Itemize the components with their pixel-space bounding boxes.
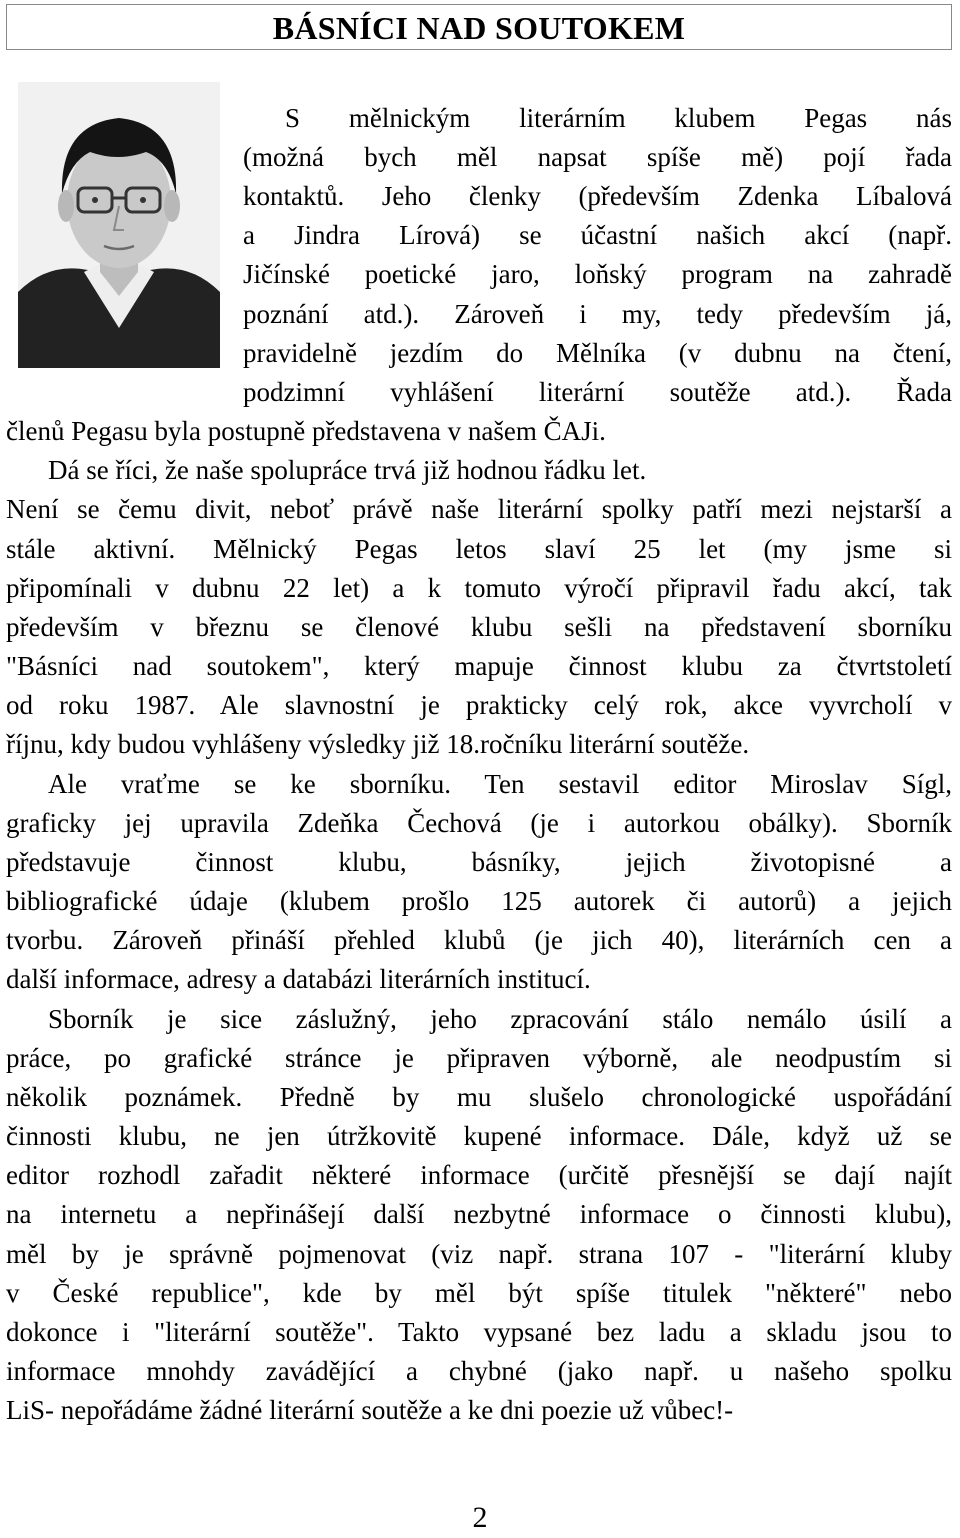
text-line-11: Není se čemu divit, neboť právě naše literární spolky patří mezi nejstarší a	[6, 494, 952, 524]
text-line-33: informace mnohdy zavádějící a chybné (jako např. u našeho spolku	[6, 1356, 952, 1386]
text-line-16: od roku 1987. Ale slavnostní je prakticky celý rok, akce vyvrcholí v	[6, 690, 952, 720]
text-line-1: S mělnickým literárním klubem Pegas nás	[285, 103, 952, 133]
page-number: 2	[472, 1501, 488, 1534]
text-line-12: stále aktivní. Mělnický Pegas letos slaví 25 let (my jsme si	[6, 534, 952, 564]
page-title: BÁSNÍCI NAD SOUTOKEM	[272, 10, 686, 46]
text-line-28: editor rozhodl zařadit některé informace (určitě přesnější se dají najít	[6, 1160, 952, 1190]
text-line-13: připomínali v dubnu 22 let) a k tomuto výročí připravil řadu akcí, tak	[6, 573, 952, 603]
text-line-4: a Jindra Lírová) se účastní našich akcí (např.	[243, 220, 952, 250]
text-line-26: několik poznámek. Předně by mu slušelo chronologické uspořádání	[6, 1082, 952, 1112]
text-line-17: říjnu, kdy budou vyhlášeny výsledky již 18.ročníku literární soutěže.	[6, 729, 750, 759]
title-box	[6, 4, 952, 50]
text-line-7: pravidelně jezdím do Mělníka (v dubnu na čtení,	[243, 338, 952, 368]
text-line-25: práce, po grafické stránce je připraven výborně, ale neodpustím si	[6, 1043, 952, 1073]
text-line-10: Dá se říci, že naše spolupráce trvá již hodnou řádku let.	[48, 455, 647, 485]
text-line-30: měl by je správně pojmenovat (viz např. strana 107 - "literární kluby	[6, 1239, 952, 1269]
text-line-6: poznání atd.). Zároveň i my, tedy především já,	[243, 299, 952, 329]
text-line-32: dokonce i "literární soutěže". Takto vypsané bez ladu a skladu jsou to	[6, 1317, 952, 1347]
text-line-14: především v březnu se členové klubu sešli na představení sborníku	[6, 612, 952, 642]
text-line-21: bibliografické údaje (klubem prošlo 125 autorek či autorů) a jejich	[6, 886, 952, 916]
text-line-34: LiS- nepořádáme žádné literární soutěže a ke dni poezie už vůbec!-	[6, 1395, 734, 1425]
text-line-20: představuje činnost klubu, básníky, jejich životopisné a	[6, 847, 952, 877]
text-line-29: na internetu a nepřinášejí další nezbytné informace o činnosti klubu),	[6, 1199, 952, 1229]
text-line-19: graficky jej upravila Zdeňka Čechová (je i autorkou obálky). Sborník	[6, 808, 952, 838]
text-line-15: "Básníci nad soutokem", který mapuje činnost klubu za čtvrtstoletí	[6, 651, 952, 681]
text-line-2: (možná bych měl napsat spíše mě) pojí řada	[243, 142, 952, 172]
text-line-5: Jičínské poetické jaro, loňský program na zahradě	[243, 259, 952, 289]
text-line-18: Ale vraťme se ke sborníku. Ten sestavil editor Miroslav Sígl,	[48, 769, 952, 799]
text-line-24: Sborník je sice záslužný, jeho zpracování stálo nemálo úsilí a	[48, 1004, 952, 1034]
text-line-9: členů Pegasu byla postupně představena v našem ČAJi.	[6, 416, 606, 446]
text-line-22: tvorbu. Zároveň přináší přehled klubů (je jich 40), literárních cen a	[6, 925, 952, 955]
portrait-photo-icon	[18, 82, 220, 368]
text-line-3: kontaktů. Jeho členky (především Zdenka Líbalová	[243, 181, 952, 211]
text-line-31: v České republice", kde by měl být spíše titulek "některé" nebo	[6, 1278, 952, 1308]
text-line-8: podzimní vyhlášení literární soutěže atd.). Řada	[243, 377, 952, 407]
text-line-23: další informace, adresy a databázi literárních institucí.	[6, 964, 591, 994]
text-line-27: činnosti klubu, ne jen útržkovitě kupené informace. Dále, když už se	[6, 1121, 952, 1151]
